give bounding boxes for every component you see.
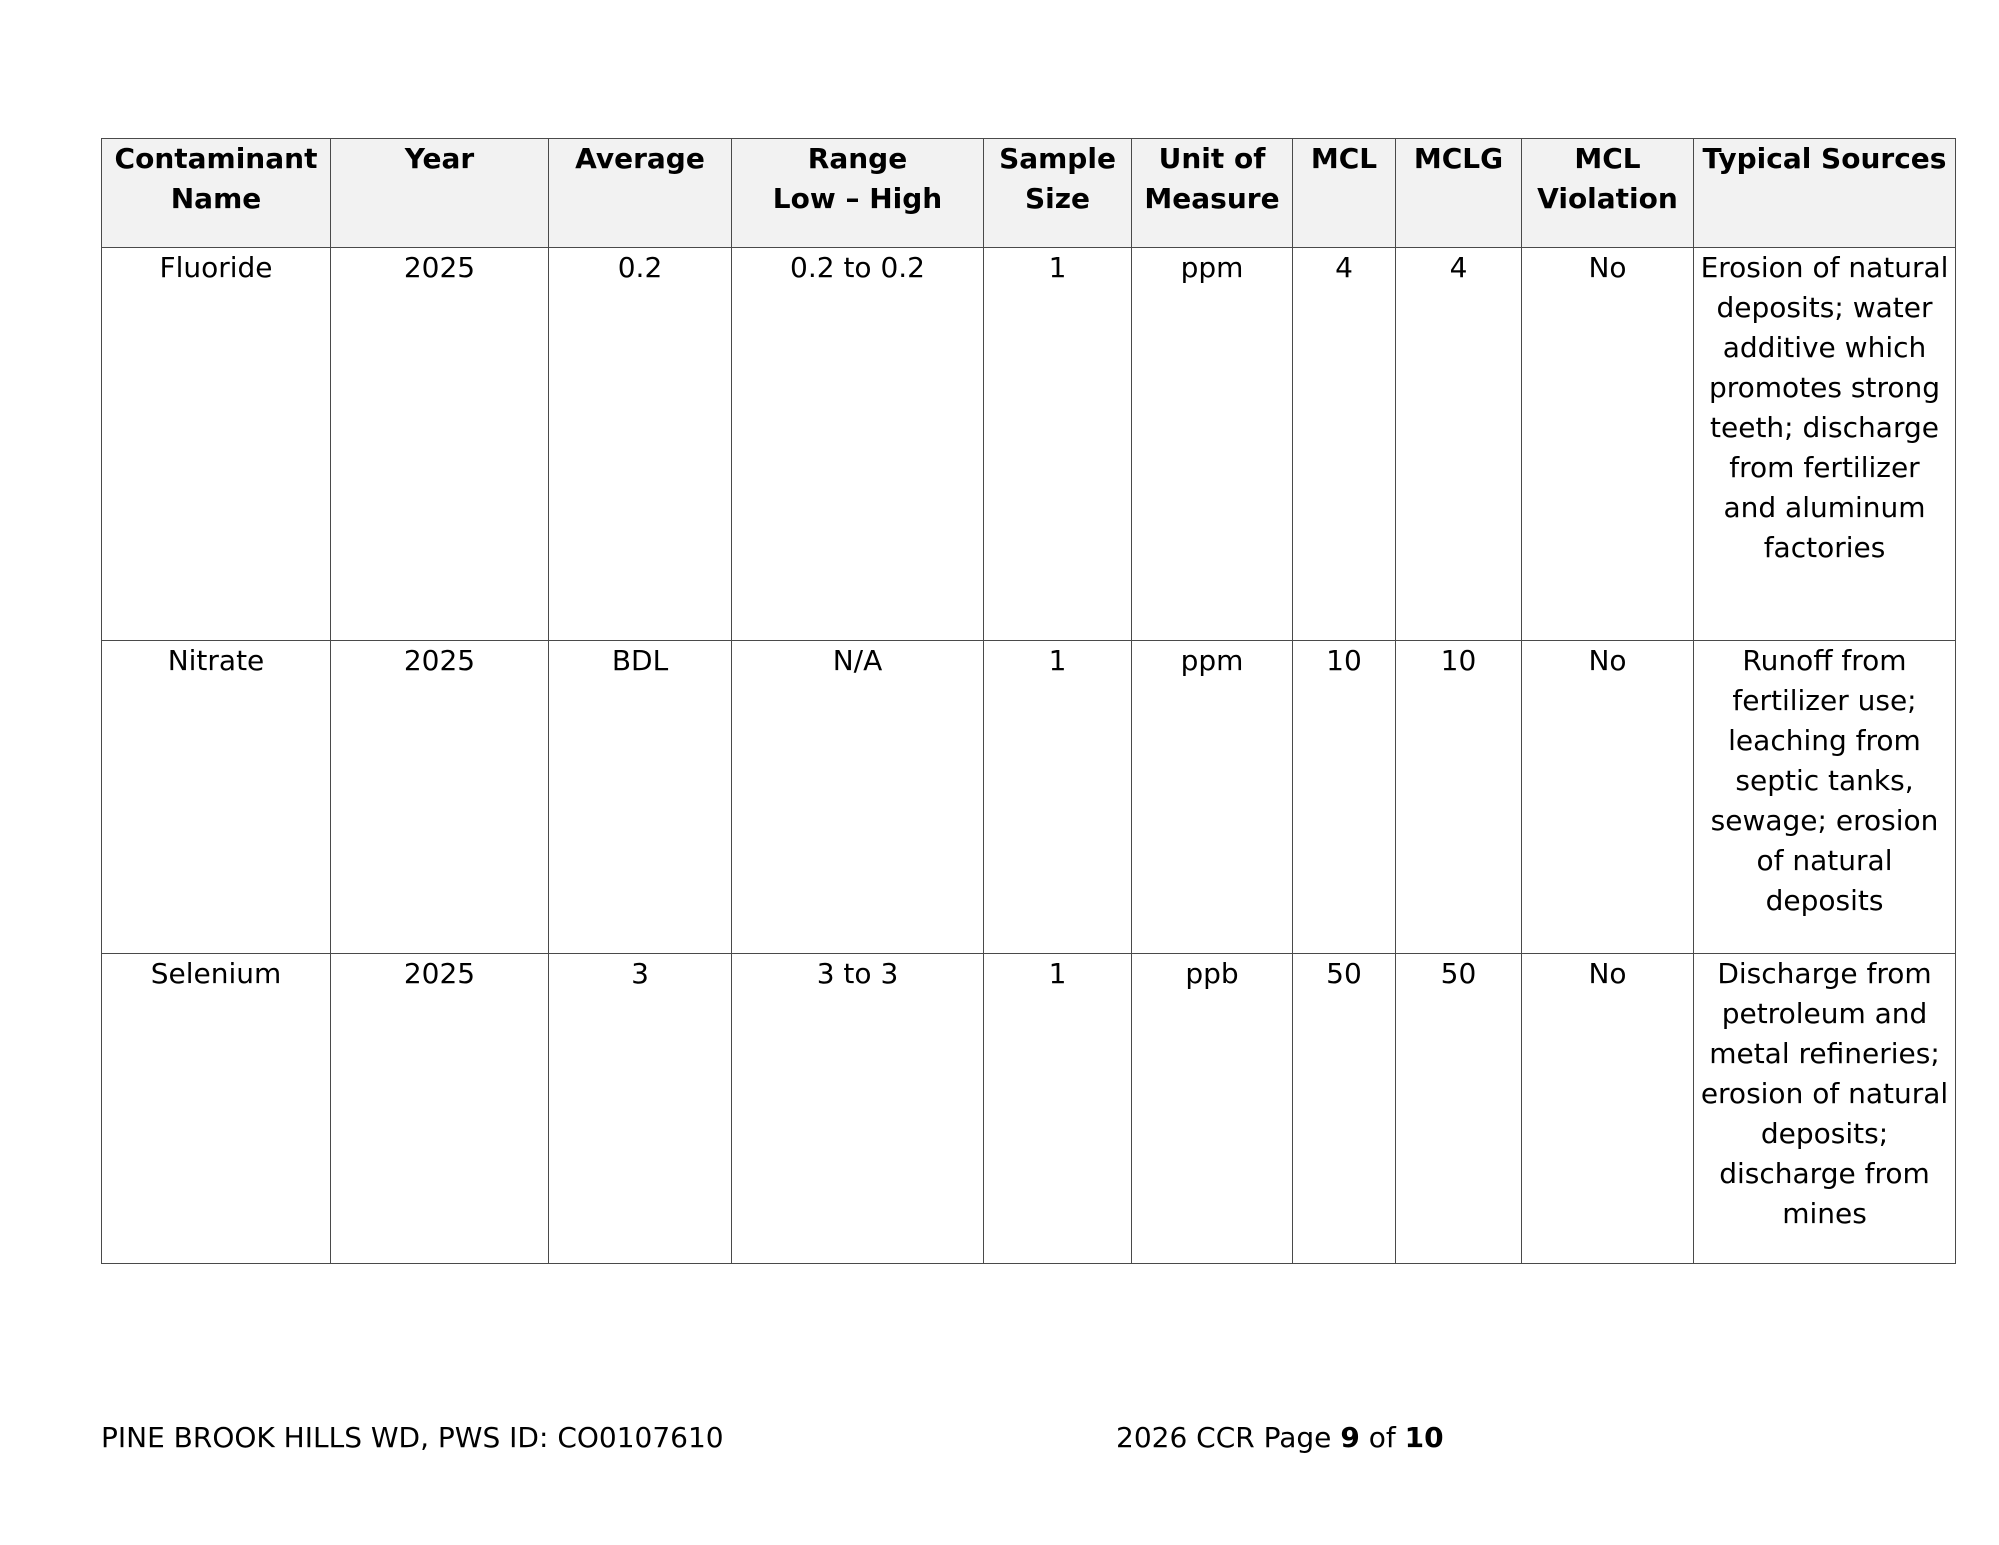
cell-violation: No — [1522, 641, 1694, 954]
cell-average: BDL — [549, 641, 732, 954]
cell-name: Selenium — [102, 954, 331, 1264]
cell-year: 2025 — [331, 954, 549, 1264]
cell-range: 0.2 to 0.2 — [732, 248, 984, 641]
cell-sample-size: 1 — [984, 954, 1132, 1264]
header-average: Average — [549, 139, 732, 248]
footer-system-id: PINE BROOK HILLS WD, PWS ID: CO0107610 — [101, 1421, 724, 1454]
header-mcl: MCL — [1293, 139, 1396, 248]
table-header-row — [102, 139, 1956, 248]
header-year: Year — [331, 139, 549, 248]
cell-typical-sources: Discharge from petroleum and metal refineries; erosion of natural deposits; discharge from mines — [1694, 954, 1956, 1264]
cell-mcl: 10 — [1293, 641, 1396, 954]
cell-range: 3 to 3 — [732, 954, 984, 1264]
cell-mclg: 10 — [1396, 641, 1522, 954]
header-range: Range Low – High — [732, 139, 984, 248]
footer-page-total: 10 — [1404, 1421, 1444, 1454]
header-mclg: MCLG — [1396, 139, 1522, 248]
footer-page-info — [1116, 1418, 1444, 1458]
contaminant-table — [101, 138, 1956, 1264]
cell-mcl: 4 — [1293, 248, 1396, 641]
cell-typical-sources: Runoff from fertilizer use; leaching from septic tanks, sewage; erosion of natural deposits — [1694, 641, 1956, 954]
header-unit-of-measure: Unit of Measure — [1132, 139, 1293, 248]
header-typical-sources: Typical Sources — [1694, 139, 1956, 248]
cell-unit: ppm — [1132, 248, 1293, 641]
cell-typical-sources: Erosion of natural deposits; water additive which promotes strong teeth; discharge from fertilizer and aluminum factories — [1694, 248, 1956, 641]
footer-of: of — [1368, 1421, 1396, 1454]
cell-range: N/A — [732, 641, 984, 954]
cell-unit: ppb — [1132, 954, 1293, 1264]
footer-page-prefix: 2026 CCR Page — [1116, 1421, 1332, 1454]
cell-mclg: 4 — [1396, 248, 1522, 641]
header-sample-size: Sample Size — [984, 139, 1132, 248]
cell-average: 3 — [549, 954, 732, 1264]
cell-violation: No — [1522, 248, 1694, 641]
cell-sample-size: 1 — [984, 641, 1132, 954]
header-contaminant-name: Contaminant Name — [102, 139, 331, 248]
cell-average: 0.2 — [549, 248, 732, 641]
cell-year: 2025 — [331, 248, 549, 641]
cell-mclg: 50 — [1396, 954, 1522, 1264]
cell-year: 2025 — [331, 641, 549, 954]
cell-mcl: 50 — [1293, 954, 1396, 1264]
cell-name: Fluoride — [102, 248, 331, 641]
table-row-selenium — [102, 954, 1956, 1264]
cell-unit: ppm — [1132, 641, 1293, 954]
cell-name: Nitrate — [102, 641, 331, 954]
footer-page-number: 9 — [1340, 1421, 1360, 1454]
cell-sample-size: 1 — [984, 248, 1132, 641]
cell-violation: No — [1522, 954, 1694, 1264]
table-row-fluoride — [102, 248, 1956, 641]
header-mcl-violation: MCL Violation — [1522, 139, 1694, 248]
table-row-nitrate — [102, 641, 1956, 954]
